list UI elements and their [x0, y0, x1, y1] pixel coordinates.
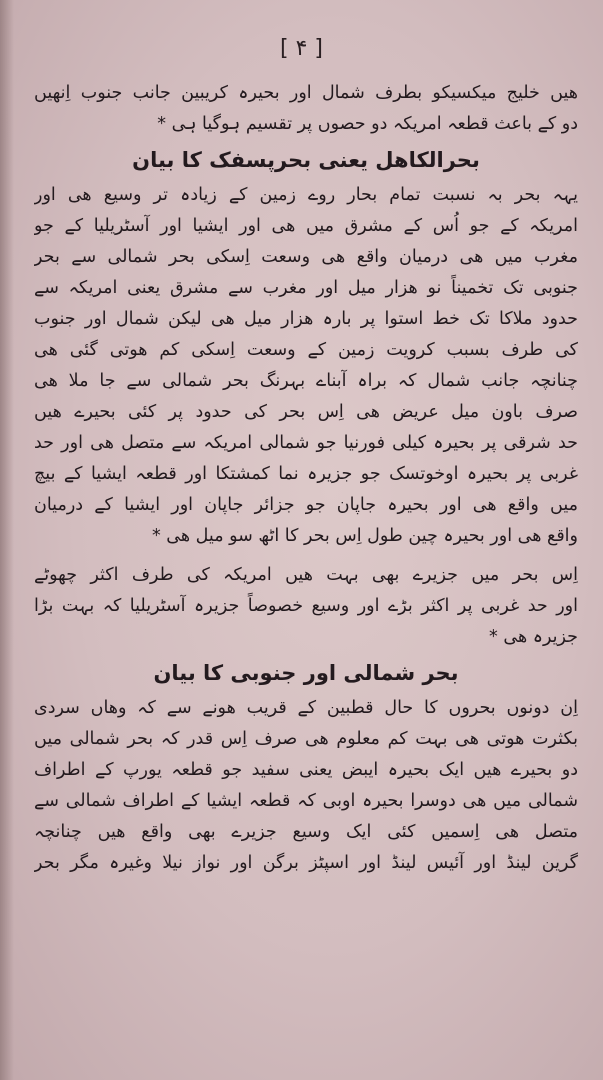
page-body: [34, 78, 578, 879]
text-line: حد شرقی پر بحیرہ کیلی فورنیا جو شمالی امریکہ سے متصل هی اور حد: [34, 433, 578, 453]
paragraph-gap: [34, 552, 578, 560]
text-line: اور حد غربی پر اکثر بڑے اور وسیع خصوصاً جزیرہ آسٹریلیا کہ بہت بڑا: [34, 596, 578, 616]
text-line: غربی پر بحیرہ اوخوتسک جو جزیرہ نما کمشتکا اور قطعہ ایشیا کے بیچ: [34, 464, 578, 484]
text-line: میں واقع هی اور بحیرہ جاپان جو جزائر جاپان اور ایشیا کے درمیان: [34, 495, 578, 515]
text-line: گرین لینڈ اور آئیس لینڈ اور اسپٹز برگن اور نواز نیلا وغیرہ مگر بحر: [34, 853, 578, 873]
text-line: مغرب میں هی درمیان واقع هی وسعت اِسکی بحر شمالی سے بحر: [34, 247, 578, 267]
text-line: جزیرہ هی *: [489, 627, 578, 647]
section-heading-pacific: بحرالکاهل یعنی بحرپسفک کا بیان: [132, 148, 480, 172]
text-line: چنانچہ جانب شمال کہ براہ آبناے بہرنگ بحر شمالی سے جا ملا هی: [34, 371, 578, 391]
text-line: حدود ملاکا تک خط استوا پر بارہ هزار میل هی لیکن شمال اور جنوب: [34, 309, 578, 329]
text-line: جنوبی تک تخمیناً نو هزار میل اور مغرب سے مشرق یعنی امریکہ سے: [34, 278, 578, 298]
text-line: متصل هی اِسمیں کئی ایک وسیع جزیرے بھی واقع هیں چنانچہ: [34, 822, 578, 842]
text-line: یہہ بحر بہ نسبت تمام بحار روے زمین کے زیادہ تر وسیع هی اور: [34, 185, 578, 205]
text-line: کی طرف بسبب کرویت زمین کے وسعت اِسکی کم هوتی گئی هی: [34, 340, 578, 360]
text-line: دو بحیرے هیں ایک بحیرہ ایبض یعنی سفید جو قطعہ یورپ کے اطراف: [34, 760, 578, 780]
text-line: بکثرت هوتی هی بہت کم معلوم هی صرف اِس قدر کہ بحر شمالی میں: [34, 729, 578, 749]
text-line: اِس بحر میں جزیرے بھی بہت هیں امریکہ کی طرف اکثر چھوٹے: [34, 565, 578, 585]
text-line: دو کے باعث قطعہ امریکہ دو حصوں پر تقسیم ہوگیا ہی *: [157, 114, 578, 134]
text-line: امریکہ کے جو اُس کے مشرق میں هی اور ایشیا اور آسٹریلیا کے جو: [34, 216, 578, 236]
text-line: اِن دونوں بحروں کا حال قطبین کے قریب هونے سے کہ وهاں سردی: [34, 698, 578, 718]
section-heading-polar: بحر شمالی اور جنوبی کا بیان: [153, 661, 459, 685]
page-number: [ ۴ ]: [280, 36, 323, 61]
text-line: هیں خلیج میکسیکو بطرف شمال اور بحیرہ کریبین جانب جنوب اِنھیں: [34, 83, 578, 103]
text-line: صرف باون میل عریض هی اِس بحر کی حدود پر کئی بحیرے هیں: [34, 402, 578, 422]
text-line: شمالی میں هی دوسرا بحیرہ اوبی کہ قطعہ ایشیا کے اطراف شمالی سے: [34, 791, 578, 811]
text-line: واقع هی اور بحیرہ چین طول اِس بحر کا اٹھ سو میل هی *: [151, 526, 578, 546]
page-edge-shadow: [0, 0, 14, 1080]
